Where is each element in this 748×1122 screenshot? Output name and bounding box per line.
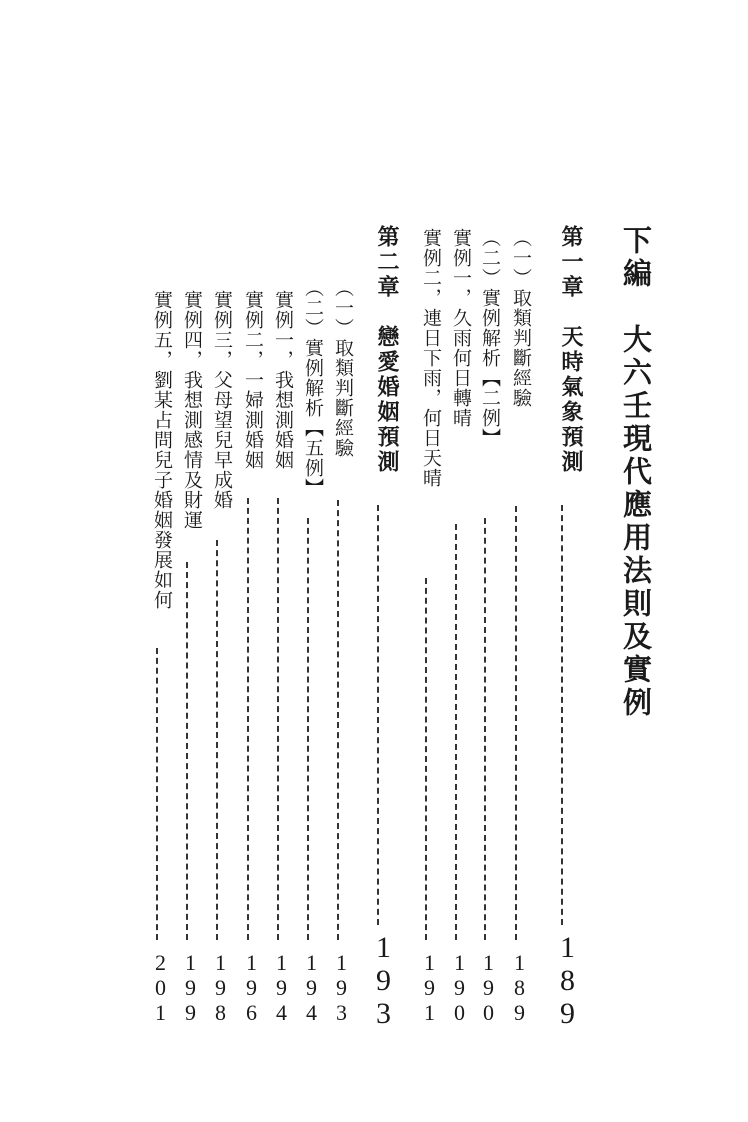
page-number: 198 (208, 950, 233, 1025)
toc-entry[interactable] (292, 278, 324, 1025)
page-number: 196 (239, 950, 264, 1025)
entry-title: （一）取類判斷經驗 (510, 228, 532, 408)
entry-title: 實例二，連日下雨，何日天晴 (420, 228, 442, 488)
page-number: 199 (178, 950, 203, 1025)
toc-entry[interactable] (322, 278, 354, 1025)
leader-dots (377, 505, 379, 925)
entry-title: （二）實例解析【五例】 (302, 278, 324, 498)
toc-entry[interactable] (469, 228, 501, 1025)
entry-title: （一）取類判斷經驗 (332, 278, 354, 458)
toc-entry[interactable] (410, 228, 442, 1025)
entry-title: 實例一，我想測婚姻 (272, 290, 294, 470)
leader-dots (307, 518, 309, 940)
leader-dots (515, 506, 517, 940)
leader-dots (337, 500, 339, 940)
leader-dots (425, 578, 427, 940)
book-title: 下編 大六壬現代應用法則及實例 (619, 225, 653, 720)
leader-dots (455, 524, 457, 940)
leader-dots (484, 518, 486, 940)
toc-entry[interactable] (171, 290, 203, 1025)
toc-entry[interactable] (141, 290, 173, 1025)
chapter-title: 第一章 天時氣象預測 (558, 225, 584, 475)
page-number: 194 (269, 950, 294, 1025)
chapter-title: 第二章 戀愛婚姻預測 (374, 225, 400, 475)
toc-entry[interactable] (440, 228, 472, 1025)
entry-title: 實例一，久雨何日轉晴 (450, 228, 472, 428)
page-number: 193 (367, 931, 400, 1030)
page-number: 193 (329, 950, 354, 1025)
entry-title: （二）實例解析【二例】 (479, 228, 501, 448)
leader-dots (247, 498, 249, 940)
page-number: 201 (148, 950, 173, 1025)
page-number: 191 (417, 950, 442, 1025)
leader-dots (561, 505, 563, 925)
book-title-column (606, 225, 653, 720)
toc-entry-chapter-1[interactable] (540, 225, 584, 1030)
entry-title: 實例五，劉某占問兒子婚姻發展如何 (151, 290, 173, 610)
leader-dots (277, 498, 279, 940)
entry-title: 實例二，一婦測婚姻 (242, 290, 264, 470)
toc-entry[interactable] (262, 290, 294, 1025)
page-number: 189 (551, 931, 584, 1030)
leader-dots (156, 648, 158, 940)
toc-entry[interactable] (500, 228, 532, 1025)
page-number: 194 (299, 950, 324, 1025)
toc-entry[interactable] (232, 290, 264, 1025)
page-number: 190 (447, 950, 472, 1025)
leader-dots (216, 540, 218, 940)
page-number: 189 (507, 950, 532, 1025)
entry-title: 實例四，我想測感情及財運 (181, 290, 203, 530)
toc-entry[interactable] (201, 290, 233, 1025)
leader-dots (186, 562, 188, 940)
page-number: 190 (476, 950, 501, 1025)
entry-title: 實例三，父母望兒早成婚 (211, 290, 233, 510)
toc-entry-chapter-2[interactable] (356, 225, 400, 1030)
